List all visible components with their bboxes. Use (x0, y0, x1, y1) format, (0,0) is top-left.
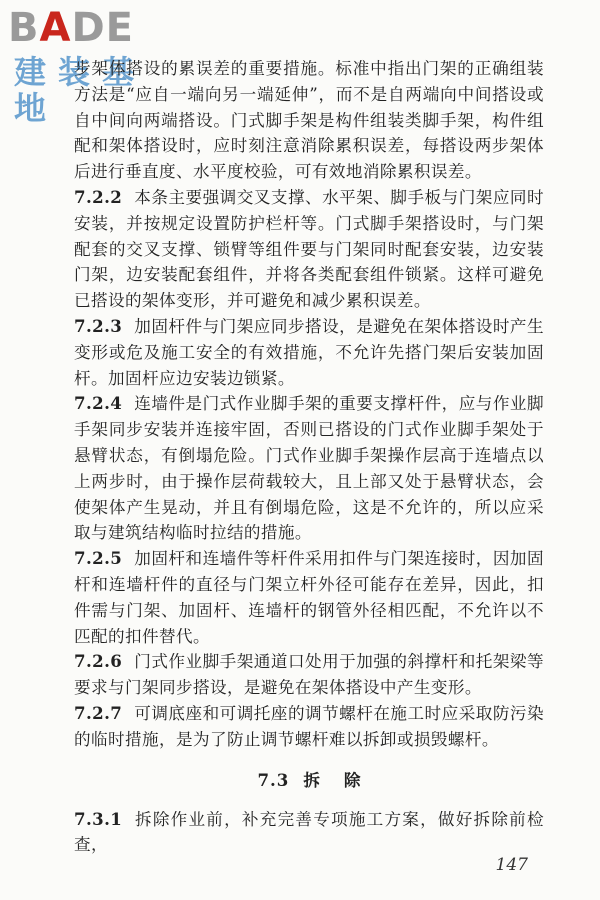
section-name: 拆除 (303, 769, 385, 790)
document-body (74, 56, 544, 858)
paragraph-continued: 步架体搭设的累误差的重要措施。标准中指出门架的正确组装方法是“应自一端向另一端延伸”，而不是自两端向中间搭设或自中间向两端搭设。门式脚手架是构件组装类脚手架，构件组配和架体搭设时，应时刻注意消除累积误差，每搭设两步架体后进行垂直度、水平度校验，可有效地消除累积误差。 (74, 59, 544, 182)
clause-number: 7.3.1 (74, 808, 123, 829)
clause-number: 7.2.3 (74, 315, 123, 336)
paragraph-7-2-5: 7.2.5 加固杆和连墙件等杆件采用扣件与门架连接时，因加固杆和连墙杆件的直径与门架立杆外径可能存在差异，因此，扣件需与门架、加固杆、连墙杆的钢管外径相匹配，不允许以不匹配的扣件替代。 (74, 548, 544, 646)
clause-number: 7.2.7 (74, 702, 123, 723)
clause-number: 7.2.5 (74, 548, 123, 569)
clause-number: 7.2.2 (74, 186, 123, 207)
paragraph-7-2-4: 7.2.4 连墙件是门式作业脚手架的重要支撑杆件，应与作业脚手架同步安装并连接牢固，否则已搭设的门式作业脚手架处于悬臂状态，有倒塌危险。门式作业脚手架操作层高于连墙点以上两步时，由于操作层荷载较大，且上部又处于悬臂状态，会使架体产生晃动，并且有倒塌危险，这是不允许的，所以应采取与建筑结构临时拉结的措施。 (74, 393, 544, 543)
paragraph-7-2-6: 7.2.6 门式作业脚手架通道口处用于加强的斜撑杆和托架梁等要求与门架同步搭设，是避免在架体搭设中产生变形。 (74, 651, 544, 698)
section-heading (74, 767, 544, 793)
page-number: 147 (495, 855, 528, 875)
paragraph-7-2-2: 7.2.2 本条主要强调交叉支撑、水平架、脚手板与门架应同时安装，并按规定设置防护栏杆等。门式脚手架搭设时，与门架配套的交叉支撑、锁臂等组件要与门架同时配套安装，边安装门架，边安装配套组件，并将各类配套组件锁紧。这样可避免已搭设的架体变形，并可避免和减少累积误差。 (74, 186, 544, 311)
clause-number: 7.2.4 (74, 393, 123, 414)
clause-number: 7.2.6 (74, 651, 123, 672)
logo-subtitle: 建装基地 (14, 53, 147, 127)
paragraph-7-3-1: 7.3.1 拆除作业前，补充完善专项施工方案，做好拆除前检查， (74, 808, 544, 855)
paragraph-7-2-3: 7.2.3 加固杆件与门架应同步搭设，是避免在架体搭设时产生变形或危及施工安全的有效措施，不允许先搭门架后安装加固杆。加固杆应边安装边锁紧。 (74, 315, 544, 388)
paragraph-7-2-7: 7.2.7 可调底座和可调托座的调节螺杆在施工时应采取防污染的临时措施，是为了防止调节螺杆难以拆卸或损毁螺杆。 (74, 702, 544, 749)
section-number: 7.3 (257, 769, 290, 790)
logo-wordmark: BADE (8, 5, 134, 51)
